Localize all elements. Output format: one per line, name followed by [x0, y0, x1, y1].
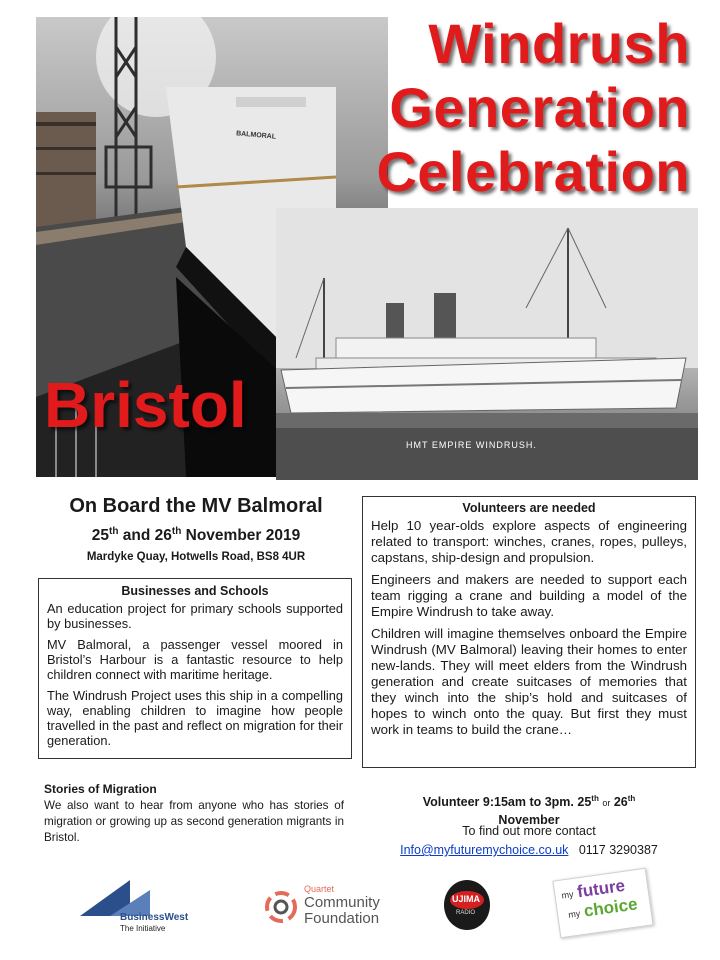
mfmc-my-2: my — [567, 908, 581, 920]
title-line-1: Windrush — [428, 12, 690, 75]
volunteer-time-day-2: 26 — [613, 795, 628, 810]
businesses-paragraph-2: MV Balmoral, a passenger vessel moored in Bristol’s Harbour is a fantastic resource to help children connect with maritime heritage. — [47, 637, 343, 682]
my-future-my-choice-logo[interactable] — [552, 868, 653, 939]
business-west-logo[interactable] — [80, 880, 189, 933]
location-title: Bristol — [44, 369, 247, 441]
volunteer-time-suffix-1: th — [591, 794, 599, 803]
date-day-1: 25 — [91, 527, 109, 545]
ujima-radio-logo[interactable] — [442, 878, 492, 932]
mfmc-my-1: my — [560, 889, 575, 901]
ujima-name: UJIMA — [452, 894, 481, 904]
volunteers-paragraph-3: Children will imagine themselves onboard the Empire Windrush (MV Balmoral) leaving their homes to enter new-lands. They will meet elders from the Windrush generation and create suitcases of memories that they winch into the ship’s hold and suitcases of hopes to winch onto the quay. But first they must work in teams to build the crane… — [371, 626, 687, 737]
title-line-3: Celebration — [376, 140, 690, 203]
volunteer-time-or: or — [602, 798, 611, 809]
volunteers-box — [362, 496, 696, 768]
business-west-sub: The Initiative — [120, 924, 166, 933]
quartet-logo[interactable] — [262, 884, 402, 934]
business-west-name: BusinessWest — [120, 912, 189, 923]
mfmc-choice: choice — [582, 894, 639, 921]
quartet-line-2: Foundation — [304, 910, 380, 927]
volunteers-paragraph-2: Engineers and makers are needed to support each team rigging a crane and building a model of the Empire Windrush to take away. — [371, 572, 687, 619]
date-day-2: and 26 — [122, 527, 172, 545]
volunteer-time-month: November — [498, 813, 560, 828]
event-dates — [36, 526, 356, 545]
business-west-mark — [80, 880, 150, 916]
quartet-small-label: Quartet — [304, 884, 335, 894]
volunteers-paragraph-1: Help 10 year-olds explore aspects of engineering related to transport: winches, cranes, ropes, pulleys, capstans, ship-design and propulsion. — [371, 518, 687, 565]
quartet-ring-icon — [262, 888, 300, 926]
quartet-line-1: Community — [304, 894, 380, 911]
date-suffix-1: th — [109, 526, 119, 537]
contact-phone: 0117 3290387 — [578, 843, 658, 857]
photo-caption: HMT EMPIRE WINDRUSH. — [406, 440, 537, 450]
businesses-heading: Businesses and Schools — [121, 584, 269, 598]
stories-heading: Stories of Migration — [44, 782, 157, 796]
event-venue: Mardyke Quay, Hotwells Road, BS8 4UR — [86, 551, 306, 563]
title-line-2: Generation — [389, 76, 690, 139]
ujima-sub: RADIO — [456, 910, 476, 916]
businesses-paragraph-3: The Windrush Project uses this ship in a compelling way, enabling children to imagine how people travelled in the past and reflect on migration for their generation. — [47, 688, 343, 748]
date-suffix-2: th — [171, 526, 182, 537]
date-month-year: November 2019 — [185, 527, 301, 545]
empire-windrush-photo — [276, 208, 698, 480]
businesses-paragraph-1: An education project for primary schools supported by businesses. — [47, 601, 343, 631]
volunteers-heading: Volunteers are needed — [462, 501, 596, 515]
event-name: On Board the MV Balmoral — [69, 495, 323, 517]
contact-line — [362, 843, 696, 857]
volunteer-time-text: Volunteer 9:15am to 3pm. 25 — [422, 795, 592, 810]
ship-name-label: BALMORAL — [235, 130, 277, 141]
ujima-badge — [442, 878, 492, 932]
businesses-box — [38, 578, 352, 759]
contact-prompt: To find out more contact — [462, 824, 596, 838]
contact-email-link[interactable]: Info@myfuturemychoice.co.uk — [400, 843, 569, 857]
volunteer-time-suffix-2: th — [627, 794, 636, 803]
stories-text: We also want to hear from anyone who has stories of migration or growing up as second generation migrants in Bristol. — [44, 799, 344, 844]
mfmc-future: future — [575, 875, 627, 902]
